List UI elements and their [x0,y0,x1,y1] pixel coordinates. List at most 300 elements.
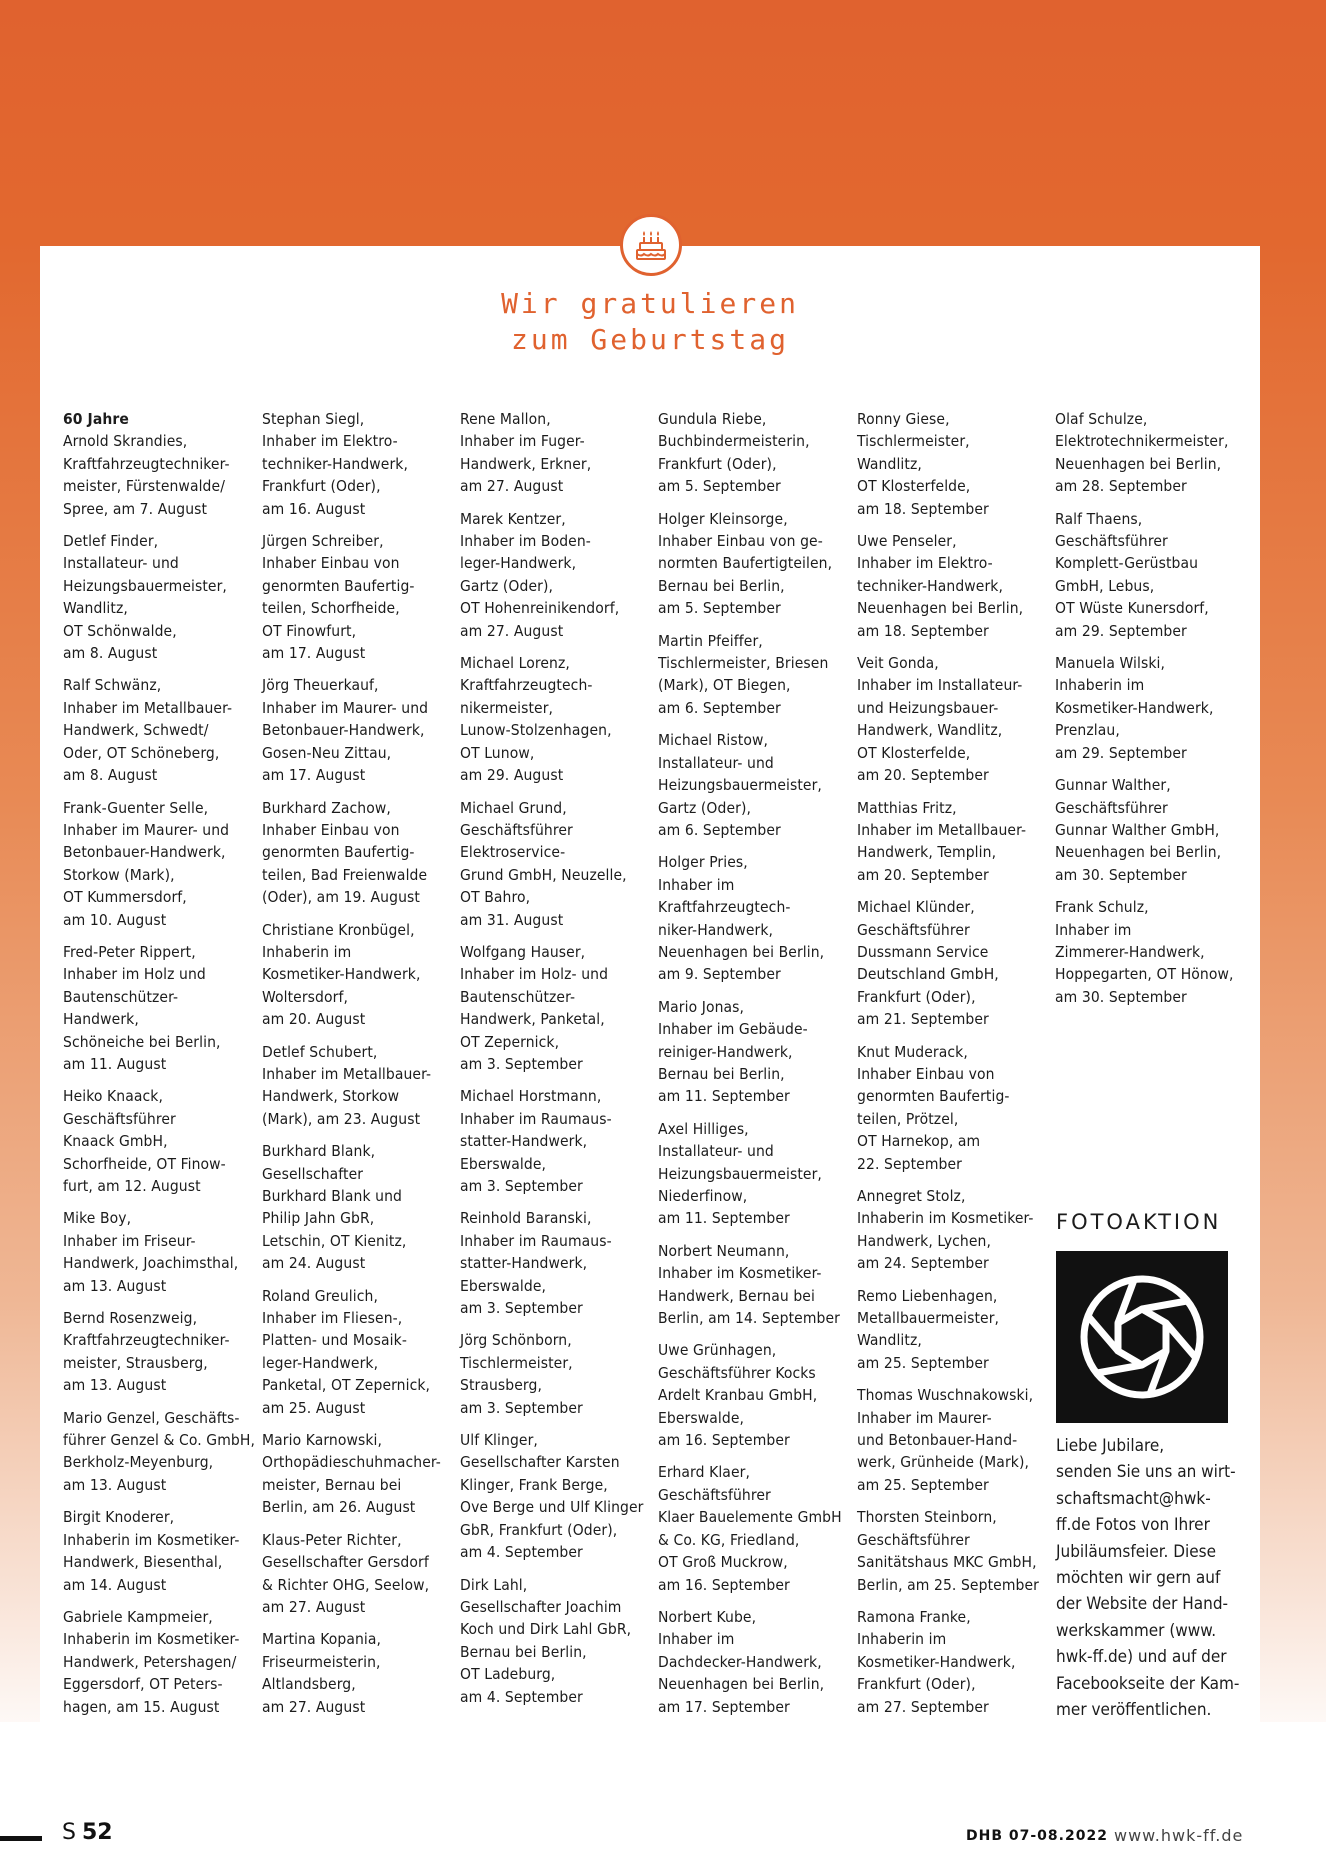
entry-line: Wandlitz, [857,454,922,473]
entry-line: am 3. September [460,1299,583,1318]
birthday-entry [857,652,1057,786]
entry-line: Strausberg, [460,1376,542,1395]
entry-line: Ronny Giese, [857,410,950,428]
entry-line: & Co. KG, Friedland, [658,1530,800,1549]
entry-line: am 25. September [857,1475,989,1494]
birthday-entry [63,1307,263,1397]
entry-line: Erhard Klaer, [658,1463,750,1482]
entry-line: Altlandsberg, [262,1675,356,1694]
entry-line: Kosmetiker-Handwerk, [262,965,421,984]
birthday-entry [1055,408,1255,498]
entry-line: Knaack GmbH, [63,1132,168,1151]
birthday-entry [658,630,858,720]
entry-line: niker-Handwerk, [658,920,774,939]
entry-line: Neuenhagen bei Berlin, [658,942,825,961]
page-number [62,1820,113,1845]
entry-line: am 20. September [857,766,989,785]
entry-line: Neuenhagen bei Berlin, [857,599,1024,618]
entry-line: Ralf Thaens, [1055,509,1143,528]
birthday-entry [63,674,263,786]
entry-line: Michael Ristow, [658,731,768,750]
birthday-entry [262,1429,462,1519]
fotoaktion-line: möchten wir gern auf [1056,1568,1221,1589]
entry-line: Gosen-Neu Zittau, [262,743,392,762]
entry-line: Burkhard Blank, [262,1142,376,1161]
entry-line: OT Wüste Kunersdorf, [1055,599,1209,618]
entry-line: am 27. August [460,621,564,640]
birthday-entry [857,530,1057,642]
entry-line: Manuela Wilski, [1055,654,1166,673]
entry-line: Geschäftsführer [1055,532,1168,551]
fotoaktion-line: werkskammer (www. [1056,1620,1217,1641]
entry-line: Spree, am 7. August [63,499,208,518]
entry-line: meister, Strausberg, [63,1353,208,1372]
entry-line: Storkow (Mark), [63,865,175,884]
issue-label: DHB 07-08.2022 [966,1828,1108,1844]
entry-line: am 13. August [63,1475,167,1494]
website-link[interactable]: www.hwk-ff.de [1114,1826,1244,1845]
entry-line: Jürgen Schreiber, [262,532,384,551]
entry-line: und Heizungsbauer- [857,698,999,717]
entry-line: Inhaber Einbau von [262,820,400,839]
entry-line: furt, am 12. August [63,1177,201,1195]
entry-line: Friseurmeisterin, [262,1652,381,1671]
entry-line: Uwe Penseler, [857,532,957,551]
entry-line: am 31. August [460,910,564,929]
entry-line: am 27. August [262,1597,366,1616]
entry-line: Kraftfahrzeugtech- [658,898,791,917]
title-line-1: Wir gratulieren [501,287,799,320]
birthday-entry [63,1407,263,1497]
birthday-entry [1055,508,1255,642]
entry-line: Mike Boy, [63,1209,132,1228]
fotoaktion-line: Liebe Jubilare, [1056,1436,1165,1456]
birthday-column-4 [658,408,858,1728]
entry-line: am 11. September [658,1087,790,1106]
entry-line: Inhaber im [658,875,735,894]
entry-line: Thomas Wuschnakowski, [857,1386,1034,1405]
birthday-entry [857,1606,1057,1718]
entry-line: OT Harnekop, am [857,1132,981,1151]
fotoaktion-line: hwk-ff.de) und auf der [1056,1647,1227,1668]
title-line-2: zum Geburtstag [510,323,789,356]
entry-line: am 3. September [460,1054,583,1073]
entry-line: Bernau bei Berlin, [658,1064,785,1083]
birthday-entry [460,1207,660,1319]
entry-line: Platten- und Mosaik- [262,1331,407,1350]
entry-line: am 28. September [1055,477,1187,496]
entry-line: am 10. August [63,910,167,929]
entry-line: Michael Klünder, [857,898,975,917]
page-title [40,286,1260,358]
entry-line: am 18. September [857,621,989,640]
entry-line: Gunnar Walther, [1055,776,1171,795]
entry-line: genormten Baufertig- [262,843,415,862]
entry-line: Inhaber im Maurer- und [63,820,230,839]
entry-line: Eggersdorf, OT Peters- [63,1675,223,1694]
birthday-entry [63,1606,263,1718]
entry-line: nikermeister, [460,698,554,717]
entry-line: am 6. September [658,698,781,717]
entry-line: Berlin, am 25. September [857,1575,1039,1594]
entry-line: reiniger-Handwerk, [658,1042,793,1061]
birthday-entry [262,797,462,909]
entry-line: Axel Hilliges, [658,1119,749,1138]
entry-line: Rene Mallon, [460,410,551,428]
birthday-entry [460,408,660,498]
entry-line: Kraftfahrzeugtech- [460,676,593,695]
birthday-entry [658,1461,858,1595]
birthday-entry [63,530,263,664]
entry-line: Kraftfahrzeugtechniker- [63,1331,230,1350]
entry-line: Inhaber im Elektro- [262,432,398,451]
entry-line: Inhaber im Holz- und [460,965,609,984]
entry-line: Woltersdorf, [262,987,348,1006]
birthday-column-2 [262,408,462,1728]
entry-line: Betonbauer-Handwerk, [63,843,226,862]
entry-line: genormten Baufertig- [857,1087,1010,1106]
entry-line: Inhaber im Maurer- [857,1408,992,1427]
entry-line: Eberswalde, [460,1154,547,1173]
fotoaktion-text [1056,1433,1246,1723]
entry-line: Veit Gonda, [857,654,939,673]
entry-line: am 20. September [857,865,989,884]
entry-line: am 5. September [658,477,781,496]
entry-line: am 18. September [857,499,989,518]
entry-line: am 27. September [857,1697,989,1716]
entry-line: normten Baufertigteilen, [658,554,833,573]
entry-line: OT Klosterfelde, [857,743,971,762]
entry-line: Wandlitz, [857,1331,922,1350]
entry-line: GbR, Frankfurt (Oder), [460,1520,618,1539]
entry-line: Handwerk, Templin, [857,843,997,862]
entry-line: Handwerk, [63,1010,139,1029]
birthday-entry [460,1085,660,1197]
entry-line: Handwerk, Panketal, [460,1010,605,1029]
birthday-entry [262,674,462,786]
birthday-entry [262,1041,462,1131]
birthday-entry [658,1339,858,1451]
entry-line: am 21. September [857,1010,989,1029]
fotoaktion-line: ff.de Fotos von Ihrer [1056,1515,1210,1536]
entry-line: am 13. August [63,1376,167,1395]
birthday-entry [658,508,858,620]
entry-line: teilen, Prötzel, [857,1109,959,1128]
entry-line: Norbert Neumann, [658,1241,790,1260]
entry-line: Annegret Stolz, [857,1187,966,1205]
entry-line: Knut Muderack, [857,1042,968,1061]
entry-line: Frankfurt (Oder), [857,987,976,1006]
entry-line: Geschäftsführer Kocks [658,1363,816,1382]
entry-line: am 16. August [262,499,366,518]
entry-line: führer Genzel & Co. GmbH, [63,1431,255,1450]
entry-line: Birgit Knoderer, [63,1508,175,1527]
entry-line: Holger Kleinsorge, [658,509,788,528]
entry-line: am 8. August [63,644,158,663]
birthday-entry [63,797,263,931]
birthday-entry [262,1285,462,1419]
entry-line: (Oder), am 19. August [262,888,420,907]
birthday-entry [1055,652,1255,764]
birthday-entry [857,797,1057,887]
entry-line: Geschäftsführer [857,920,970,939]
entry-line: Kosmetiker-Handwerk, [857,1652,1016,1671]
entry-line: am 29. September [1055,743,1187,762]
birthday-entry [460,1329,660,1419]
birthday-entry [658,1118,858,1230]
entry-line: Geschäftsführer [1055,798,1168,817]
entry-line: Ove Berge und Ulf Klinger [460,1498,644,1517]
entry-line: Frank Schulz, [1055,898,1149,917]
entry-line: Inhaber Einbau von [262,554,400,573]
entry-line: Philip Jahn GbR, [262,1209,375,1228]
entry-line: und Betonbauer-Hand- [857,1431,1018,1450]
entry-line: am 24. September [857,1254,989,1273]
entry-line: leger-Handwerk, [460,554,577,573]
entry-line: am 17. August [262,766,366,785]
entry-line: Gundula Riebe, [658,410,767,428]
birthday-cake-badge [620,214,682,276]
entry-line: statter-Handwerk, [460,1254,588,1273]
birthday-entry [658,408,858,498]
entry-line: am 6. September [658,820,781,839]
entry-line: Marek Kentzer, [460,509,566,528]
entry-line: Inhaberin im Kosmetiker- [63,1530,240,1549]
entry-line: OT Kummersdorf, [63,888,187,907]
entry-line: Inhaber im Gebäude- [658,1020,808,1039]
entry-line: Michael Horstmann, [460,1087,602,1106]
entry-line: techniker-Handwerk, [857,576,1003,595]
birthday-entry [63,1506,263,1596]
entry-line: Inhaber im Metallbauer- [63,698,233,717]
entry-line: Tischlermeister, [857,432,970,451]
birthday-entry [262,1140,462,1274]
entry-line: Lunow-Stolzenhagen, [460,721,612,740]
birthday-entry [262,530,462,664]
entry-line: meister, Bernau bei [262,1475,402,1494]
entry-line: Inhaber im Boden- [460,532,591,551]
birthday-entry [460,941,660,1075]
entry-line: Mario Jonas, [658,997,745,1016]
entry-line: Gesellschafter [262,1164,364,1183]
entry-line: Sanitätshaus MKC GmbH, [857,1553,1037,1572]
entry-line: OT Finowfurt, [262,621,357,640]
camera-aperture-icon [1078,1273,1206,1401]
birthday-entry [658,1240,858,1330]
entry-line: Handwerk, Schwedt/ [63,721,209,740]
birthday-entry [857,1506,1057,1596]
entry-line: Gabriele Kampmeier, [63,1607,213,1626]
entry-line: Neuenhagen bei Berlin, [1055,454,1222,473]
entry-line: am 30. September [1055,865,1187,884]
entry-line: Heizungsbauermeister, [658,776,822,795]
entry-line: Mario Genzel, Geschäfts- [63,1408,240,1427]
entry-line: Dachdecker-Handwerk, [658,1652,822,1671]
entry-line: genormten Baufertig- [262,576,415,595]
entry-line: Installateur- und [63,554,179,573]
entry-line: am 29. August [460,766,564,785]
entry-line: Bautenschützer- [63,987,179,1006]
entry-line: Inhaberin im [857,1630,947,1649]
entry-line: am 17. September [658,1697,790,1716]
entry-line: Eberswalde, [658,1408,745,1427]
entry-line: Ardelt Kranbau GmbH, [658,1386,818,1405]
entry-line: Christiane Kronbügel, [262,920,415,939]
entry-line: Inhaber Einbau von [857,1064,995,1083]
entry-line: Ramona Franke, [857,1607,971,1626]
entry-line: Zimmerer-Handwerk, [1055,942,1205,961]
entry-line: am 13. August [63,1276,167,1295]
entry-line: Kosmetiker-Handwerk, [1055,698,1214,717]
entry-line: Neuenhagen bei Berlin, [658,1675,825,1694]
entry-line: am 9. September [658,965,781,984]
entry-line: Geschäftsführer [460,820,573,839]
entry-line: Martina Kopania, [262,1630,382,1649]
entry-line: Inhaber Einbau von ge- [658,532,823,551]
entry-line: GmbH, Lebus, [1055,576,1155,595]
entry-line: Handwerk, Bernau bei [658,1286,815,1305]
entry-line: am 4. September [460,1687,583,1706]
entry-line: Reinhold Baranski, [460,1209,592,1228]
entry-line: Tischlermeister, Briesen [658,654,829,673]
entry-line: Jörg Theuerkauf, [262,676,379,695]
entry-line: Installateur- und [658,1142,774,1161]
entry-line: Geschäftsführer [857,1530,970,1549]
birthday-entry [460,508,660,642]
entry-line: Betonbauer-Handwerk, [262,721,425,740]
entry-line: am 14. August [63,1575,167,1594]
entry-line: Mario Karnowski, [262,1431,383,1450]
entry-line: Prenzlau, [1055,721,1120,740]
entry-line: Inhaberin im Kosmetiker- [63,1630,240,1649]
entry-line: Stephan Siegl, [262,410,365,428]
entry-line: am 16. September [658,1575,790,1594]
entry-line: techniker-Handwerk, [262,454,408,473]
birthday-entry [262,408,462,520]
page-prefix: S [62,1820,76,1845]
footer-bar [0,1836,42,1841]
entry-line: Inhaber im Fuger- [460,432,585,451]
entry-line: Geschäftsführer [63,1109,176,1128]
entry-line: Inhaber im [658,1630,735,1649]
entry-line: Gartz (Oder), [460,576,554,595]
entry-line: Installateur- und [658,753,774,772]
entry-line: Frankfurt (Oder), [857,1675,976,1694]
birthday-cake-icon [635,229,667,263]
entry-line: am 17. August [262,644,366,663]
fotoaktion-line: schaftsmacht@hwk- [1056,1488,1211,1509]
entry-line: am 30. September [1055,987,1187,1006]
birthday-entry [460,1574,660,1708]
entry-line: teilen, Schorfheide, [262,599,400,618]
page-number-value: 52 [81,1820,113,1845]
birthday-entry [63,1085,263,1197]
entry-line: Ulf Klinger, [460,1431,538,1450]
birthday-column-3 [460,408,660,1718]
entry-line: Frankfurt (Oder), [262,477,381,496]
entry-line: Oder, OT Schöneberg, [63,743,220,762]
entry-line: OT Lunow, [460,743,535,762]
birthday-entry [63,1207,263,1297]
entry-line: Inhaber im Friseur- [63,1231,196,1250]
entry-line: Wolfgang Hauser, [460,942,586,961]
entry-line: Geschäftsführer [658,1485,771,1504]
entry-line: Panketal, OT Zepernick, [262,1376,431,1395]
entry-line: Inhaberin im [262,942,352,961]
entry-line: Handwerk, Storkow [262,1087,400,1106]
fotoaktion-line: senden Sie uns an wirt- [1056,1462,1236,1483]
entry-line: Neuenhagen bei Berlin, [1055,843,1222,862]
entry-line: Komplett-Gerüstbau [1055,554,1199,573]
birthday-entry [857,896,1057,1030]
entry-line: Inhaberin im Kosmetiker- [857,1209,1034,1228]
birthday-entry [857,1041,1057,1175]
entry-line: Handwerk, Erkner, [460,454,592,473]
entry-line: Handwerk, Petershagen/ [63,1652,237,1671]
birthday-column-5 [857,408,1057,1728]
entry-line: am 4. September [460,1543,583,1562]
entry-line: OT Ladeburg, [460,1665,556,1684]
entry-line: Remo Liebenhagen, [857,1286,998,1305]
entry-line: 22. September [857,1154,962,1173]
entry-line: Handwerk, Lychen, [857,1231,992,1250]
fotoaktion-image [1056,1251,1228,1423]
birthday-entry [262,919,462,1031]
entry-line: am 3. September [460,1398,583,1417]
birthday-column-1 [63,408,263,1728]
entry-line: & Richter OHG, Seelow, [262,1575,430,1594]
entry-line: am 27. August [460,477,564,496]
age-heading: 60 Jahre [63,410,129,428]
entry-line: Arnold Skrandies, [63,432,188,451]
entry-line: Gesellschafter Karsten [460,1453,620,1472]
entry-line: Inhaber im Metallbauer- [262,1064,432,1083]
entry-line: Handwerk, Wandlitz, [857,721,1003,740]
entry-line: meister, Fürstenwalde/ [63,477,225,496]
entry-line: Inhaber im Maurer- und [262,698,429,717]
entry-line: OT Groß Muckrow, [658,1553,788,1572]
birthday-entry [1055,774,1255,886]
entry-line: OT Schönwalde, [63,621,177,640]
entry-line: Berkholz-Meyenburg, [63,1453,214,1472]
entry-line: am 8. August [63,766,158,785]
entry-line: Schöneiche bei Berlin, [63,1032,221,1051]
entry-line: Klinger, Frank Berge, [460,1475,608,1494]
entry-line: Gesellschafter Gersdorf [262,1553,429,1572]
entry-line: (Mark), am 23. August [262,1109,421,1128]
entry-line: Matthias Fritz, [857,798,957,817]
entry-line: hagen, am 15. August [63,1697,220,1716]
entry-line: Frank-Guenter Selle, [63,798,209,817]
entry-line: Handwerk, Biesenthal, [63,1553,223,1572]
entry-line: Burkhard Zachow, [262,798,391,817]
entry-line: Thorsten Steinborn, [857,1508,997,1527]
entry-line: Ralf Schwänz, [63,676,162,695]
entry-line: Inhaber im Raumaus- [460,1231,612,1250]
birthday-entry [857,408,1057,520]
entry-line: am 5. September [658,599,781,618]
entry-line: Buchbindermeisterin, [658,432,810,451]
birthday-entry [658,851,858,985]
birthday-entry [857,1285,1057,1375]
entry-line: OT Hohenreinikendorf, [460,599,620,618]
entry-line: Gunnar Walther GmbH, [1055,820,1220,839]
fotoaktion-line: Facebookseite der Kam- [1056,1673,1240,1694]
entry-line: am 16. September [658,1431,790,1450]
entry-line: Bernau bei Berlin, [460,1642,587,1661]
entry-line: Schorfheide, OT Finow- [63,1154,226,1173]
entry-line: am 27. August [262,1697,366,1716]
